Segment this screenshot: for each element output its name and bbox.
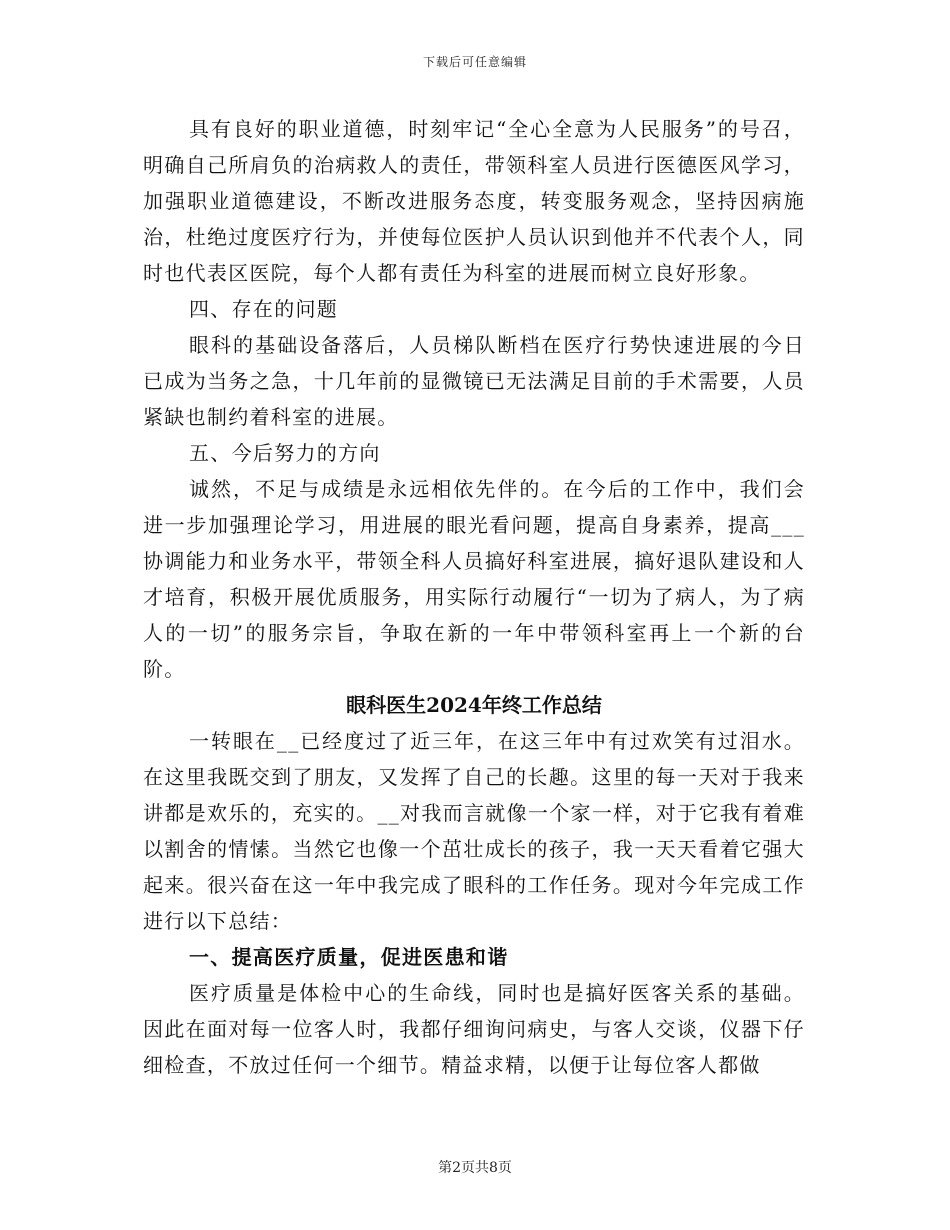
page-footer: 第2页共8页 (438, 1160, 512, 1176)
section-4-heading: 四、存在的问题 (189, 297, 339, 321)
article-title: 眼科医生2024年终工作总结 (346, 693, 602, 717)
article-section-1-paragraph: 医疗质量是体检中心的生命线，同时也是搞好医客关系的基础。因此在面对每一位客人时，我都仔细询问病史，与客人交谈，仪器下仔细检查，不放过任何一个细节。精益求精，以便于让每位客人都做 (143, 981, 805, 1077)
intro-paragraph: 具有良好的职业道德，时刻牢记“全心全意为人民服务”的号召，明确自己所肩负的治病救人的责任，带领科室人员进行医德医风学习，加强职业道德建设，不断改进服务态度，转变服务观念，坚持因病施治，杜绝过度医疗行为，并使每位医护人员认识到他并不代表个人，同时也代表区医院，每个人都有责任为科室的进展而树立良好形象。 (143, 117, 805, 285)
section-5-paragraph: 诚然，不足与成绩是永远相依先伴的。在今后的工作中，我们会进一步加强理论学习，用进展的眼光看问题，提高自身素养，提高___协调能力和业务水平，带领全科人员搞好科室进展，搞好退队建设和人才培育，积极开展优质服务，用实际行动履行“一切为了病人，为了病人的一切”的服务宗旨，争取在新的一年中带领科室再上一个新的台阶。 (143, 477, 805, 681)
section-5-heading: 五、今后努力的方向 (189, 441, 381, 465)
section-4-paragraph: 眼科的基础设备落后，人员梯队断档在医疗行势快速进展的今日已成为当务之急，十几年前的显微镜已无法满足目前的手术需要，人员紧缺也制约着科室的进展。 (143, 333, 805, 429)
page-header: 下载后可任意编辑 (422, 55, 527, 69)
document-body (143, 111, 805, 1083)
article-intro-paragraph: 一转眼在__已经度过了近三年，在这三年中有过欢笑有过泪水。在这里我既交到了朋友，又发挥了自己的长趣。这里的每一天对于我来讲都是欢乐的，充实的。__对我而言就像一个家一样，对于它我有着难以割舍的情愫。当然它也像一个茁壮成长的孩子，我一天天看着它强大起来。很兴奋在这一年中我完成了眼科的工作任务。现对今年完成工作进行以下总结： (143, 729, 805, 933)
article-section-1-heading: 一、提高医疗质量，促进医患和谐 (189, 945, 509, 969)
